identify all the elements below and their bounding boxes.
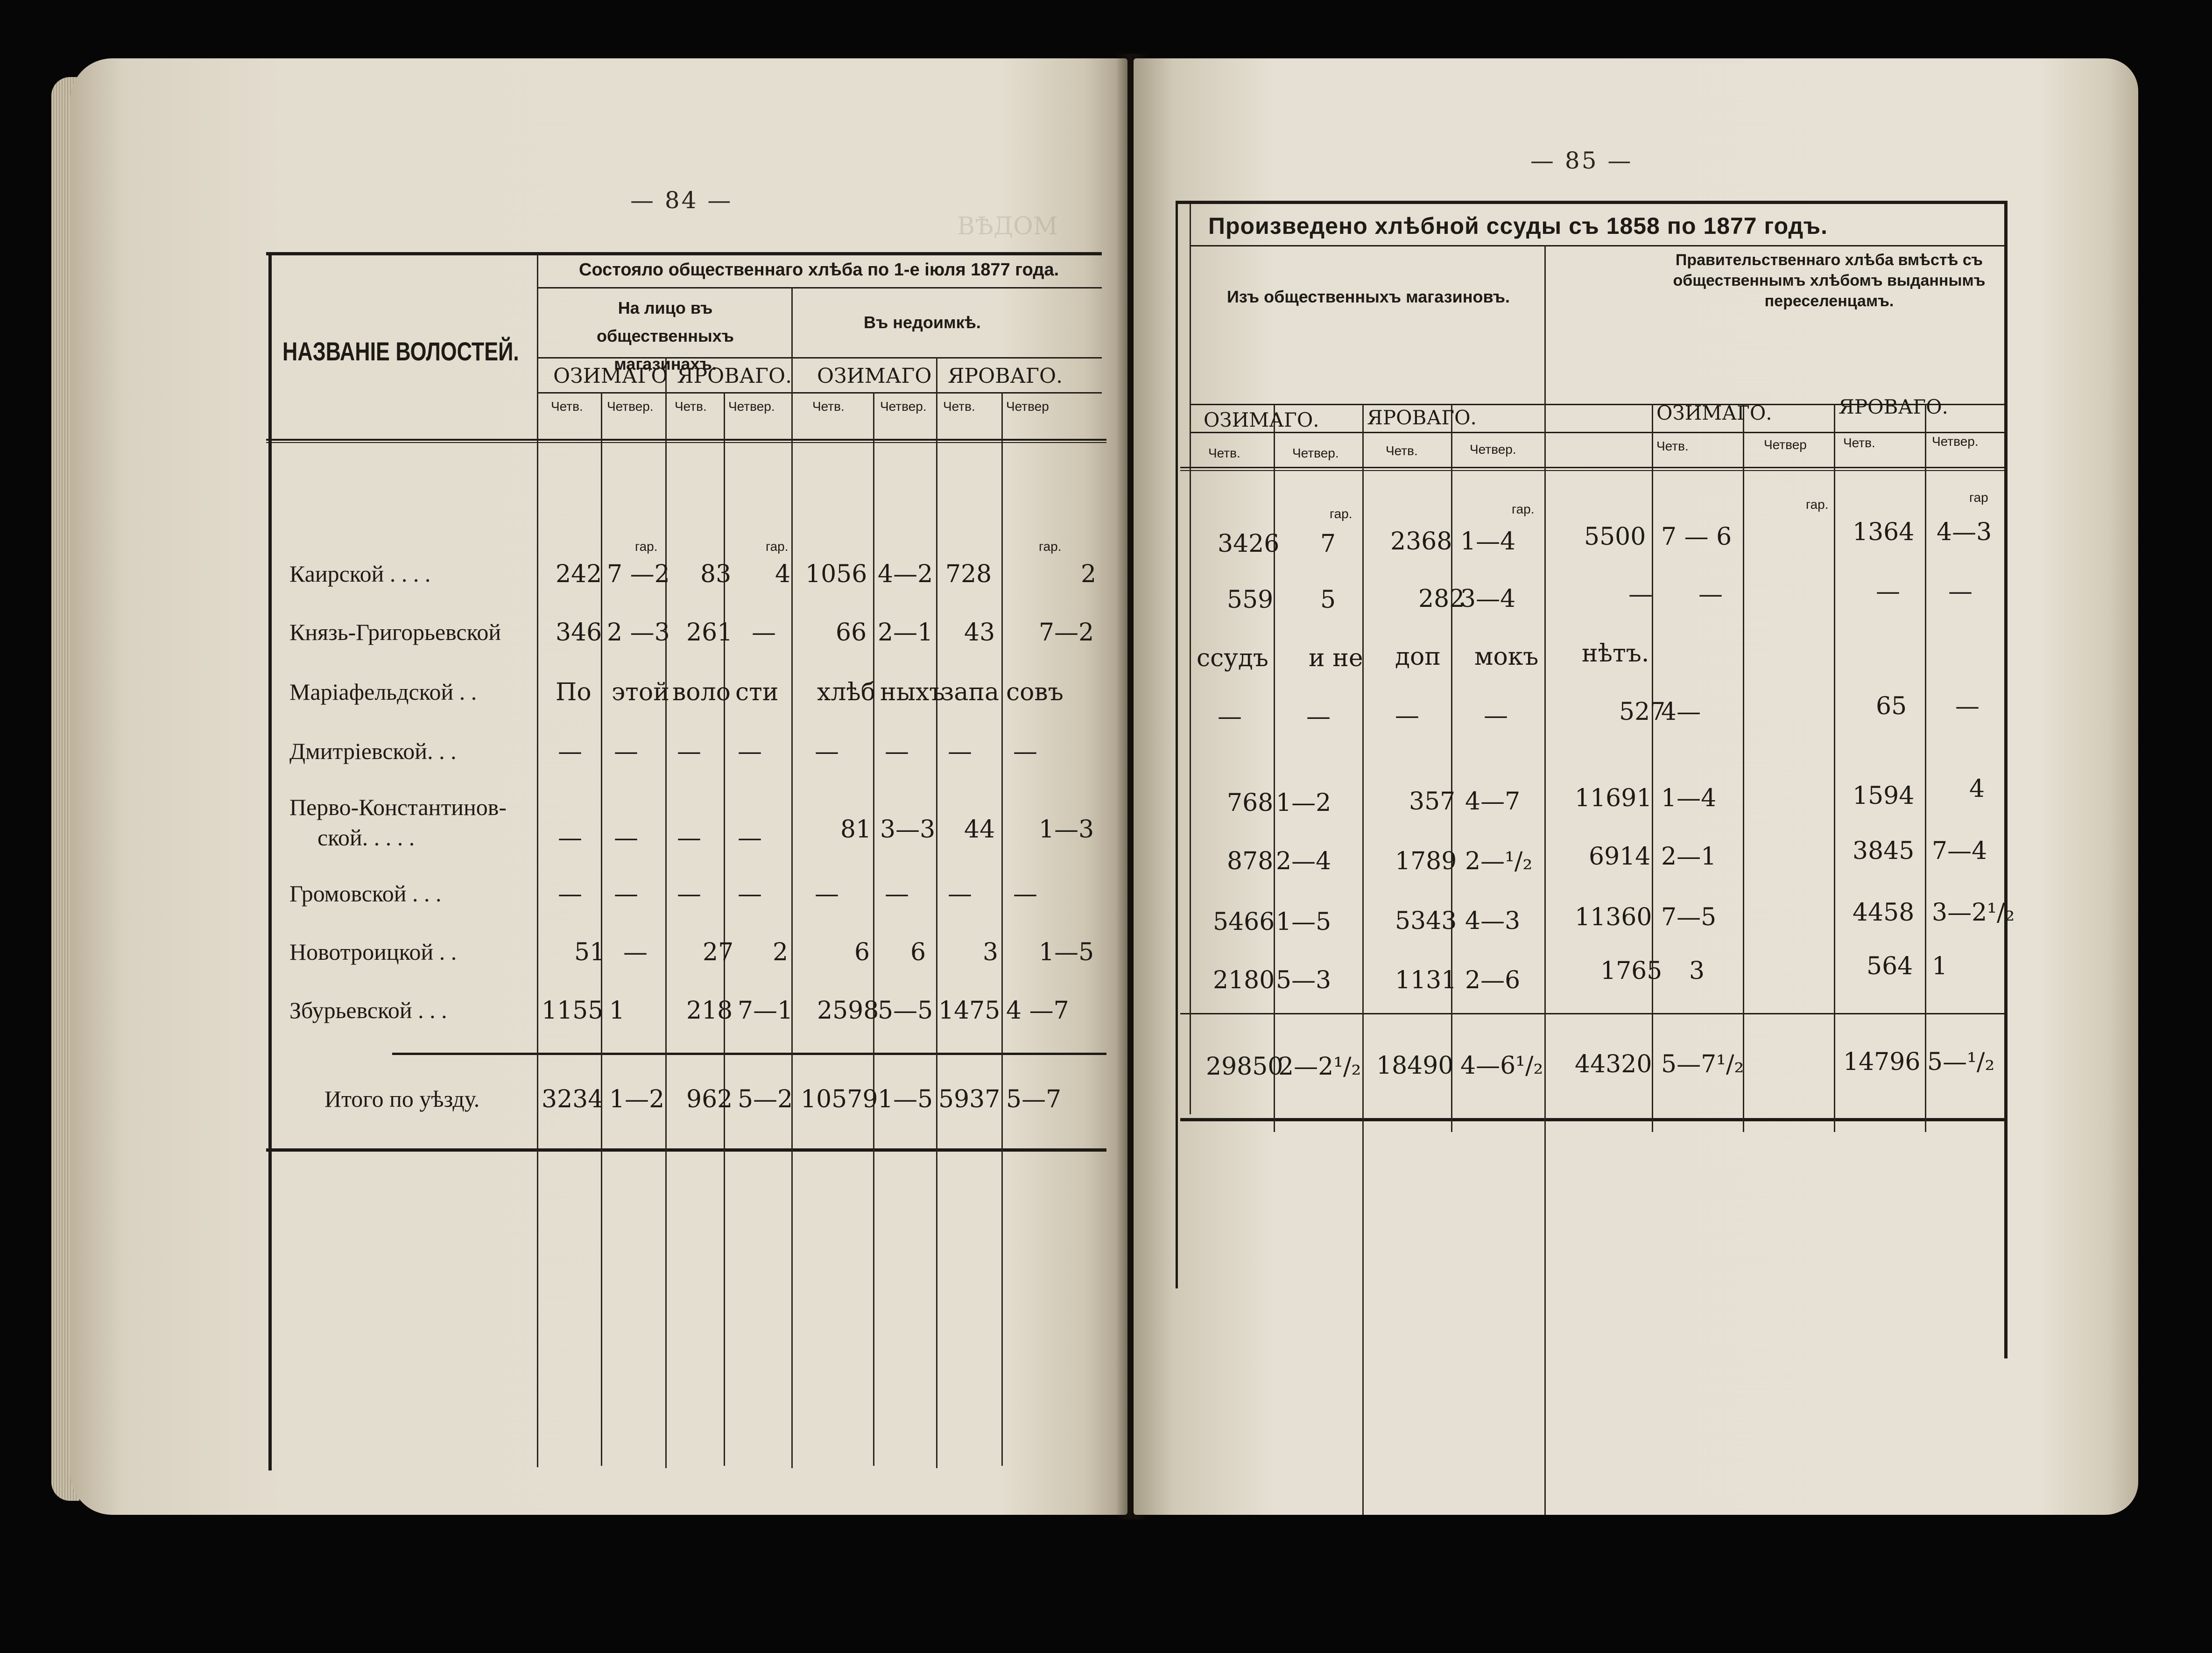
cell: —: [752, 619, 776, 647]
row-name: Перво-Константинов-: [289, 794, 507, 820]
cell: 5—3: [1276, 966, 1331, 994]
cell: —: [885, 738, 909, 766]
cell: 1—2: [609, 1085, 665, 1113]
gar-label-4: гар: [1969, 490, 1988, 505]
cell: 5—7¹/₂: [1661, 1050, 1744, 1078]
cell: 564: [1867, 952, 1913, 980]
cell: —: [948, 880, 972, 908]
cell: 5—2: [738, 1085, 793, 1113]
cell: —: [677, 738, 701, 766]
hr-type: [1190, 432, 2007, 433]
cell: 1—5: [1039, 938, 1094, 966]
total-top-rule: [392, 1053, 1106, 1055]
cell: 6: [854, 938, 870, 966]
table-top-rule: [1176, 201, 2007, 204]
cell: 2368: [1390, 528, 1452, 556]
gar-label-1: гар.: [1330, 506, 1353, 521]
cell: —: [815, 880, 839, 908]
cell: —: [738, 738, 762, 766]
cell: 5466: [1213, 908, 1275, 936]
unit-chetver-4: Четвер.: [1932, 434, 1979, 449]
type-winter-1: ОЗИМАГО: [553, 364, 668, 388]
gar-label-1: гар.: [635, 539, 658, 554]
table-right-rule: [2004, 201, 2008, 1358]
cell: 2: [773, 938, 789, 966]
cell: 4—3: [1465, 907, 1521, 935]
cell: 3426: [1218, 530, 1280, 558]
cell: —: [558, 824, 582, 852]
header-bottom-rule-2: [266, 442, 1106, 443]
vr-6: [1743, 404, 1744, 1132]
cell: 1: [1932, 952, 1948, 980]
vr-1: [537, 253, 538, 1467]
type-spring-2: ЯРОВАГО.: [948, 364, 1063, 388]
cell: 5—7: [1006, 1085, 1062, 1113]
hr-type-header: [537, 392, 1102, 394]
cell: 5: [1320, 586, 1336, 614]
cell: —: [614, 824, 638, 852]
row-name-cont: ской. . . . .: [317, 824, 415, 851]
page-number-left: — 84 —: [630, 187, 733, 214]
gar-label-3: гар.: [1806, 497, 1829, 512]
cell: 81: [840, 816, 872, 844]
cell: 3—4: [1460, 585, 1516, 613]
row-name: Каирской . . . .: [289, 561, 431, 587]
group-header-gov: Правительственнаго хлѣба вмѣстѣ съ общественнымъ хлѣбомъ выданнымъ переселенцамъ.: [1673, 251, 1986, 310]
cell: 83: [700, 560, 732, 588]
cell: 44320: [1575, 1050, 1652, 1078]
cell: 4: [775, 560, 791, 588]
gar-label-3: гар.: [1039, 539, 1062, 554]
header-bottom-rule: [266, 439, 1106, 441]
cell: 5500: [1584, 523, 1646, 551]
table-bottom-rule: [266, 1148, 1106, 1152]
cell: 18490: [1376, 1052, 1454, 1080]
cell: —: [1306, 703, 1331, 731]
cell: 2180: [1213, 966, 1275, 994]
cell: —: [1013, 738, 1037, 766]
cell: 768: [1227, 789, 1274, 817]
cell: 3845: [1853, 837, 1915, 865]
cell: 3—3: [880, 816, 936, 844]
unit-chetver-2: Четвер.: [728, 399, 775, 414]
cell: —: [1948, 577, 1972, 605]
cell: 2 —3: [607, 619, 670, 647]
row-name: Маріафельдской . .: [289, 679, 477, 705]
cell: 65: [1876, 692, 1907, 720]
cell: 7—1: [738, 997, 793, 1025]
unit-chetv-1: Четв.: [1208, 446, 1240, 460]
cell: 1—3: [1039, 816, 1094, 844]
cell: 51: [574, 938, 606, 966]
group-header-arrears: Въ недоимкѣ.: [864, 313, 981, 332]
group-header-on-hand: На лицо въ общественныхъ магазинахъ.: [597, 298, 734, 373]
cell: доп: [1395, 643, 1441, 671]
cell: 1: [609, 997, 625, 1025]
row-name: Збурьевской . . .: [289, 997, 447, 1023]
cell: мокъ: [1474, 643, 1539, 671]
cell: нѣтъ.: [1582, 640, 1649, 668]
cell: 2: [1081, 560, 1097, 588]
cell: 10579: [801, 1085, 878, 1113]
cell: 1765: [1600, 957, 1663, 985]
cell: 2—1: [1661, 843, 1717, 871]
cell: 3—2¹/₂: [1932, 899, 2015, 927]
cell: —: [677, 824, 701, 852]
right-page: [1134, 58, 2138, 1515]
cell: 66: [836, 619, 867, 647]
cell: 11691: [1575, 784, 1652, 812]
cell: 728: [945, 560, 992, 588]
unit-chetver-1: Четвер.: [607, 399, 654, 414]
gar-label-2: гар.: [766, 539, 789, 554]
cell: 4: [1969, 775, 1985, 803]
cell: —: [1955, 692, 1980, 720]
cell: —: [738, 824, 762, 852]
group-header-stores: Изъ общественныхъ магазиновъ.: [1227, 287, 1510, 306]
hr-title: [1190, 245, 2007, 246]
cell: 44: [964, 816, 995, 844]
cell: —: [738, 880, 762, 908]
cell: 7 — 6: [1661, 523, 1732, 551]
unit-chetv-3: Четв.: [812, 399, 845, 414]
vr-2: [601, 392, 602, 1466]
cell: 4—: [1661, 698, 1701, 726]
vr-8: [1001, 392, 1003, 1466]
table-top-rule: [266, 252, 1102, 255]
vr-5: [791, 287, 793, 1468]
vr-3: [1451, 404, 1452, 1132]
cell: —: [948, 738, 972, 766]
unit-chetver-4: Четвер: [1006, 399, 1049, 414]
type-winter-2: ОЗИМАГО: [817, 364, 932, 388]
table-left-rule: [268, 252, 272, 1470]
cell: 1789: [1395, 847, 1457, 875]
cell: 4—6¹/₂: [1460, 1052, 1543, 1080]
unit-chetver-3: Четвер: [1764, 437, 1807, 452]
cell: 3: [1689, 957, 1705, 985]
type-spring-1: ЯРОВАГО.: [677, 364, 792, 388]
cell: 2—1: [878, 619, 933, 647]
cell: 7 —2: [607, 560, 670, 588]
cell: 43: [964, 619, 995, 647]
unit-chetv-1: Четв.: [551, 399, 583, 414]
cell: 1—5: [1276, 908, 1331, 936]
vr-2: [1362, 404, 1364, 1515]
cell: воло: [672, 678, 731, 706]
cell: 1—5: [878, 1085, 933, 1113]
cell: этой: [612, 678, 669, 706]
cell: 7—5: [1661, 903, 1717, 931]
cell: —: [558, 880, 582, 908]
cell: совъ: [1006, 678, 1064, 706]
cell: 1056: [805, 560, 867, 588]
cell: 14796: [1843, 1048, 1921, 1076]
cell: —: [885, 880, 909, 908]
cell: 4—7: [1465, 788, 1521, 816]
cell: 5—¹/₂: [1927, 1048, 1995, 1076]
cell: и не: [1309, 644, 1363, 672]
vr-7: [1834, 404, 1835, 1132]
cell: 5—5: [878, 997, 933, 1025]
column-header-names: НАЗВАНІЕ ВОЛОСТЕЙ.: [282, 337, 519, 366]
vr-4: [724, 392, 725, 1466]
cell: 962: [686, 1085, 733, 1113]
cell: 878: [1227, 847, 1274, 875]
cell: 218: [686, 997, 733, 1025]
cell: —: [677, 880, 701, 908]
vr-4: [1544, 245, 1546, 1515]
cell: 527: [1619, 698, 1666, 726]
cell: 242: [556, 560, 602, 588]
cell: 5343: [1395, 907, 1457, 935]
total-label: Итого по уѣзду.: [324, 1086, 480, 1112]
show-through: ВѢДОМ: [957, 212, 1058, 240]
cell: По: [556, 678, 592, 706]
cell: 5937: [938, 1085, 1000, 1113]
cell: 2—¹/₂: [1465, 847, 1533, 875]
cell: 3234: [542, 1085, 604, 1113]
cell: —: [614, 738, 638, 766]
cell: —: [1876, 577, 1900, 605]
cell: 1—4: [1460, 528, 1516, 556]
vr-5: [1652, 404, 1653, 1132]
unit-chetv-3: Четв.: [1656, 439, 1689, 453]
unit-chetv-4: Четв.: [1843, 436, 1875, 450]
table-left-rule: [1176, 201, 1178, 1288]
unit-chetver-3: Четвер.: [880, 399, 927, 414]
cell: 559: [1227, 586, 1274, 614]
cell: —: [1628, 580, 1653, 608]
cell: 4—3: [1937, 518, 1992, 546]
vr-0: [1190, 204, 1191, 1114]
page-number-right: — 85 —: [1530, 147, 1633, 174]
unit-chetver-2: Четвер.: [1470, 442, 1516, 457]
cell: 2598: [817, 997, 879, 1025]
cell: 1—2: [1276, 789, 1331, 817]
cell: запа: [941, 678, 1000, 706]
cell: 4458: [1853, 899, 1915, 927]
cell: 1594: [1853, 782, 1915, 810]
unit-chetv-2: Четв.: [1386, 443, 1418, 458]
header-bottom-rule-2: [1180, 470, 2007, 471]
unit-chetv-4: Четв.: [943, 399, 975, 414]
cell: 3: [983, 938, 999, 966]
header-bottom-rule: [1180, 467, 2007, 468]
cell: 4—2: [878, 560, 933, 588]
cell: 4 —7: [1006, 997, 1069, 1025]
left-page: [70, 58, 1127, 1515]
cell: —: [614, 880, 638, 908]
cell: 29850: [1206, 1053, 1283, 1081]
cell: хлѣб: [817, 678, 876, 706]
type-winter-1: ОЗИМАГО.: [1204, 408, 1319, 431]
cell: 1364: [1853, 518, 1915, 546]
hr-main-header: [537, 287, 1102, 288]
cell: ныхъ: [880, 678, 945, 706]
cell: 6914: [1589, 843, 1651, 871]
cell: 282: [1418, 585, 1465, 613]
cell: ссудъ: [1197, 644, 1268, 672]
row-name: Дмитріевской. . .: [289, 738, 457, 764]
open-book: [70, 58, 2138, 1515]
unit-chetv-2: Четв.: [675, 399, 707, 414]
cell: 6: [910, 938, 926, 966]
cell: —: [623, 938, 648, 966]
main-header: Состояло общественнаго хлѣба по 1-е іюля 1877 года.: [579, 260, 1059, 280]
cell: 346: [556, 619, 602, 647]
cell: 261: [686, 619, 733, 647]
type-winter-2: ОЗИМАГО.: [1656, 401, 1772, 424]
cell: —: [1218, 703, 1242, 731]
gar-label-2: гар.: [1512, 502, 1535, 516]
cell: —: [558, 738, 582, 766]
vr-7: [936, 357, 937, 1468]
row-name: Князь-Григорьевской: [289, 619, 501, 645]
table-bottom-rule: [1180, 1118, 2007, 1121]
cell: 2—2¹/₂: [1278, 1053, 1361, 1081]
unit-chetver-1: Четвер.: [1292, 446, 1339, 460]
cell: 7: [1320, 530, 1336, 558]
cell: 1131: [1395, 966, 1457, 994]
vr-1: [1274, 404, 1275, 1132]
cell: —: [1698, 580, 1723, 608]
cell: —: [1013, 880, 1037, 908]
cell: 1155: [542, 997, 604, 1025]
cell: 27: [703, 938, 734, 966]
table-title: Произведено хлѣбной ссуды съ 1858 по 1877 годъ.: [1208, 213, 1828, 239]
cell: 11360: [1575, 903, 1652, 931]
row-name: Громовской . . .: [289, 880, 442, 907]
row-name: Новотроицкой . .: [289, 939, 457, 965]
cell: —: [1484, 702, 1508, 730]
cell: 7—4: [1932, 837, 1987, 865]
cell: —: [1395, 702, 1419, 730]
total-top-rule: [1180, 1013, 2007, 1014]
vr-6: [873, 392, 874, 1466]
cell: 2—6: [1465, 966, 1521, 994]
cell: 1—4: [1661, 784, 1717, 812]
cell: —: [815, 738, 839, 766]
vr-3: [665, 357, 667, 1468]
cell: 357: [1409, 788, 1456, 816]
cell: сти: [735, 678, 779, 706]
type-spring-1: ЯРОВАГО.: [1367, 406, 1477, 429]
cell: 2—4: [1276, 847, 1331, 875]
cell: 1475: [938, 997, 1000, 1025]
vr-8: [1925, 404, 1926, 1132]
type-spring-2: ЯРОВАГО.: [1839, 395, 1948, 418]
cell: 7—2: [1039, 619, 1094, 647]
